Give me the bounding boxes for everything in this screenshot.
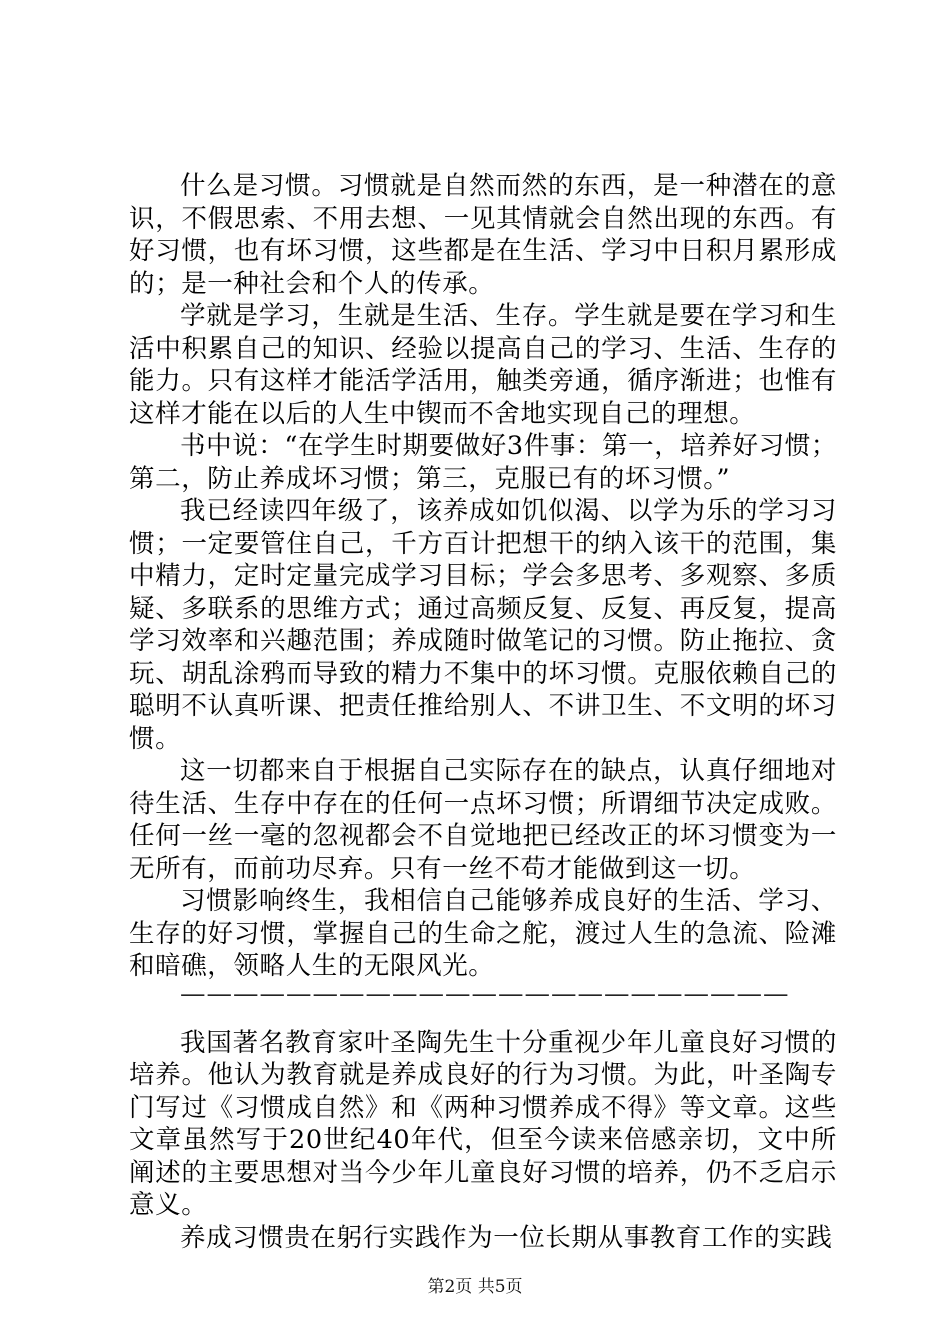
paragraph: 什么是习惯。习惯就是自然而然的东西，是一种潜在的意识，不假思索、不用去想、一见其情就会自然出现的东西。有好习惯，也有坏习惯，这些都是在生活、学习中日积月累形成的；是一种社会和个人的传承。 (129, 171, 837, 299)
paragraph: 我国著名教育家叶圣陶先生十分重视少年儿童良好习惯的培养。他认为教育就是养成良好的行为习惯。为此，叶圣陶专门写过《习惯成自然》和《两种习惯养成不得》等文章。这些文章虽然写于20世纪40年代，但至今读来倍感亲切，文中所阐述的主要思想对当今少年儿童良好习惯的培养，仍不乏启示意义。 (129, 1027, 837, 1220)
paragraph: 我已经读四年级了，该养成如饥似渴、以学为乐的学习习惯；一定要管住自己，千方百计把想干的纳入该干的范围，集中精力，定时定量完成学习目标；学会多思考、多观察、多质疑、多联系的思维方式；通过高频反复、反复、再反复，提高学习效率和兴趣范围；养成随时做笔记的习惯。防止拖拉、贪玩、胡乱涂鸦而导致的精力不集中的坏习惯。克服依赖自己的聪明不认真听课、把责任推给别人、不讲卫生、不文明的坏习惯。 (129, 496, 837, 754)
paragraph: 这一切都来自于根据自己实际存在的缺点，认真仔细地对待生活、生存中存在的任何一点坏习惯；所谓细节决定成败。任何一丝一毫的忽视都会不自觉地把已经改正的坏习惯变为一无所有，而前功尽弃。只有一丝不苟才能做到这一切。 (129, 756, 837, 884)
paragraph: 习惯影响终生，我相信自己能够养成良好的生活、学习、生存的好习惯，掌握自己的生命之舵，渡过人生的急流、险滩和暗礁，领略人生的无限风光。 (129, 886, 837, 981)
document-body (129, 170, 837, 1254)
page-number-footer: 第2页 共5页 (427, 1277, 523, 1297)
paragraph: 养成习惯贵在躬行实践作为一位长期从事教育工作的实践 (180, 1222, 833, 1253)
paragraph: 书中说：“在学生时期要做好3件事：第一，培养好习惯；第二，防止养成坏习惯；第三，克服已有的坏习惯。” (129, 431, 837, 494)
section-divider: ——————————————————————— (180, 978, 790, 1009)
paragraph: 学就是学习，生就是生活、生存。学生就是要在学习和生活中积累自己的知识、经验以提高自己的学习、生活、生存的能力。只有这样才能活学活用，触类旁通，循序渐进；也惟有这样才能在以后的人生中锲而不舍地实现自己的理想。 (129, 301, 837, 429)
